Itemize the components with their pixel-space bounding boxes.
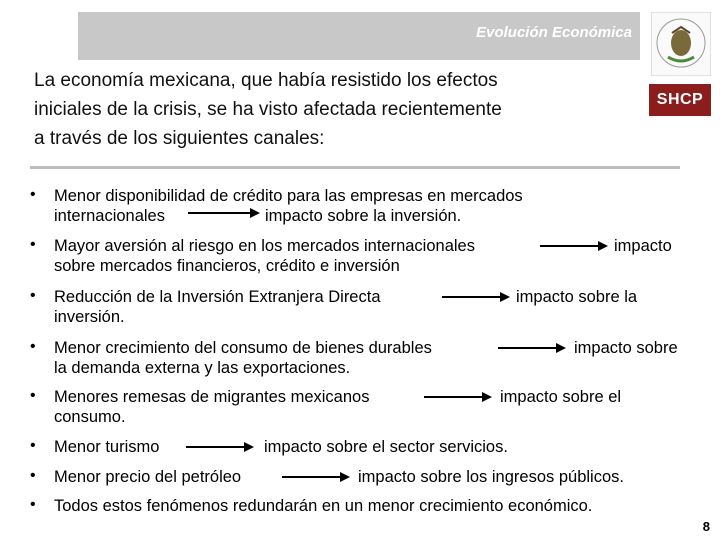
bullet-text: la demanda externa y las exportaciones. — [54, 359, 351, 377]
bullet-text: Menor precio del petróleo — [54, 468, 242, 486]
intro-paragraph — [34, 66, 634, 153]
bullet-marker: • — [30, 236, 36, 253]
bullet-marker: • — [30, 437, 36, 454]
bullet-text: Menor crecimiento del consumo de bienes durables — [54, 339, 432, 357]
bullet-text: consumo. — [54, 408, 126, 426]
bullet-marker: • — [30, 186, 36, 203]
divider — [30, 166, 680, 169]
arrow-right-icon — [282, 471, 350, 483]
arrow-right-icon — [424, 391, 492, 403]
shcp-logo — [645, 12, 713, 108]
bullet-text: Todos estos fenómenos redundarán en un menor crecimiento económico. — [54, 497, 593, 515]
bullet-text: Reducción de la Inversión Extranjera Directa — [54, 288, 381, 306]
arrow-right-icon — [540, 240, 608, 252]
header-bar — [78, 12, 640, 60]
bullet-marker: • — [30, 387, 36, 404]
bullet-marker: • — [30, 467, 36, 484]
bullet-text: sobre mercados financieros, crédito e inversión — [54, 257, 400, 275]
arrow-right-icon — [498, 342, 566, 354]
bullet-marker: • — [30, 338, 36, 355]
bullet-text: impacto sobre el sector servicios. — [264, 438, 508, 456]
bullet-text: internacionales — [54, 207, 165, 225]
bullet-marker: • — [30, 496, 36, 513]
arrow-right-icon — [188, 207, 260, 219]
bullet-marker: • — [30, 287, 36, 304]
bullet-text: impacto sobre la inversión. — [265, 207, 462, 225]
shcp-logo-text: SHCP — [649, 84, 711, 116]
page-number: 8 — [702, 519, 710, 534]
header-title: Evolución Económica — [476, 24, 632, 41]
bullet-text: impacto sobre — [574, 339, 678, 357]
intro-line: a través de los siguientes canales: — [34, 128, 325, 149]
bullet-text: Mayor aversión al riesgo en los mercados internacionales — [54, 237, 475, 255]
intro-line: La economía mexicana, que había resistido los efectos — [34, 70, 498, 91]
arrow-right-icon — [442, 291, 510, 303]
bullet-text: Menores remesas de migrantes mexicanos — [54, 388, 370, 406]
bullet-text: Menor disponibilidad de crédito para las empresas en mercados — [54, 187, 523, 205]
bullet-text: impacto sobre la — [516, 288, 638, 306]
arrow-right-icon — [186, 441, 254, 453]
bullet-text: impacto sobre los ingresos públicos. — [358, 468, 624, 486]
mexico-seal-icon — [651, 12, 711, 76]
bullet-text: impacto — [614, 237, 672, 255]
intro-line: iniciales de la crisis, se ha visto afectada recientemente — [34, 99, 502, 120]
bullet-text: inversión. — [54, 308, 125, 326]
bullet-text: Menor turismo — [54, 438, 160, 456]
bullet-text: impacto sobre el — [500, 388, 622, 406]
